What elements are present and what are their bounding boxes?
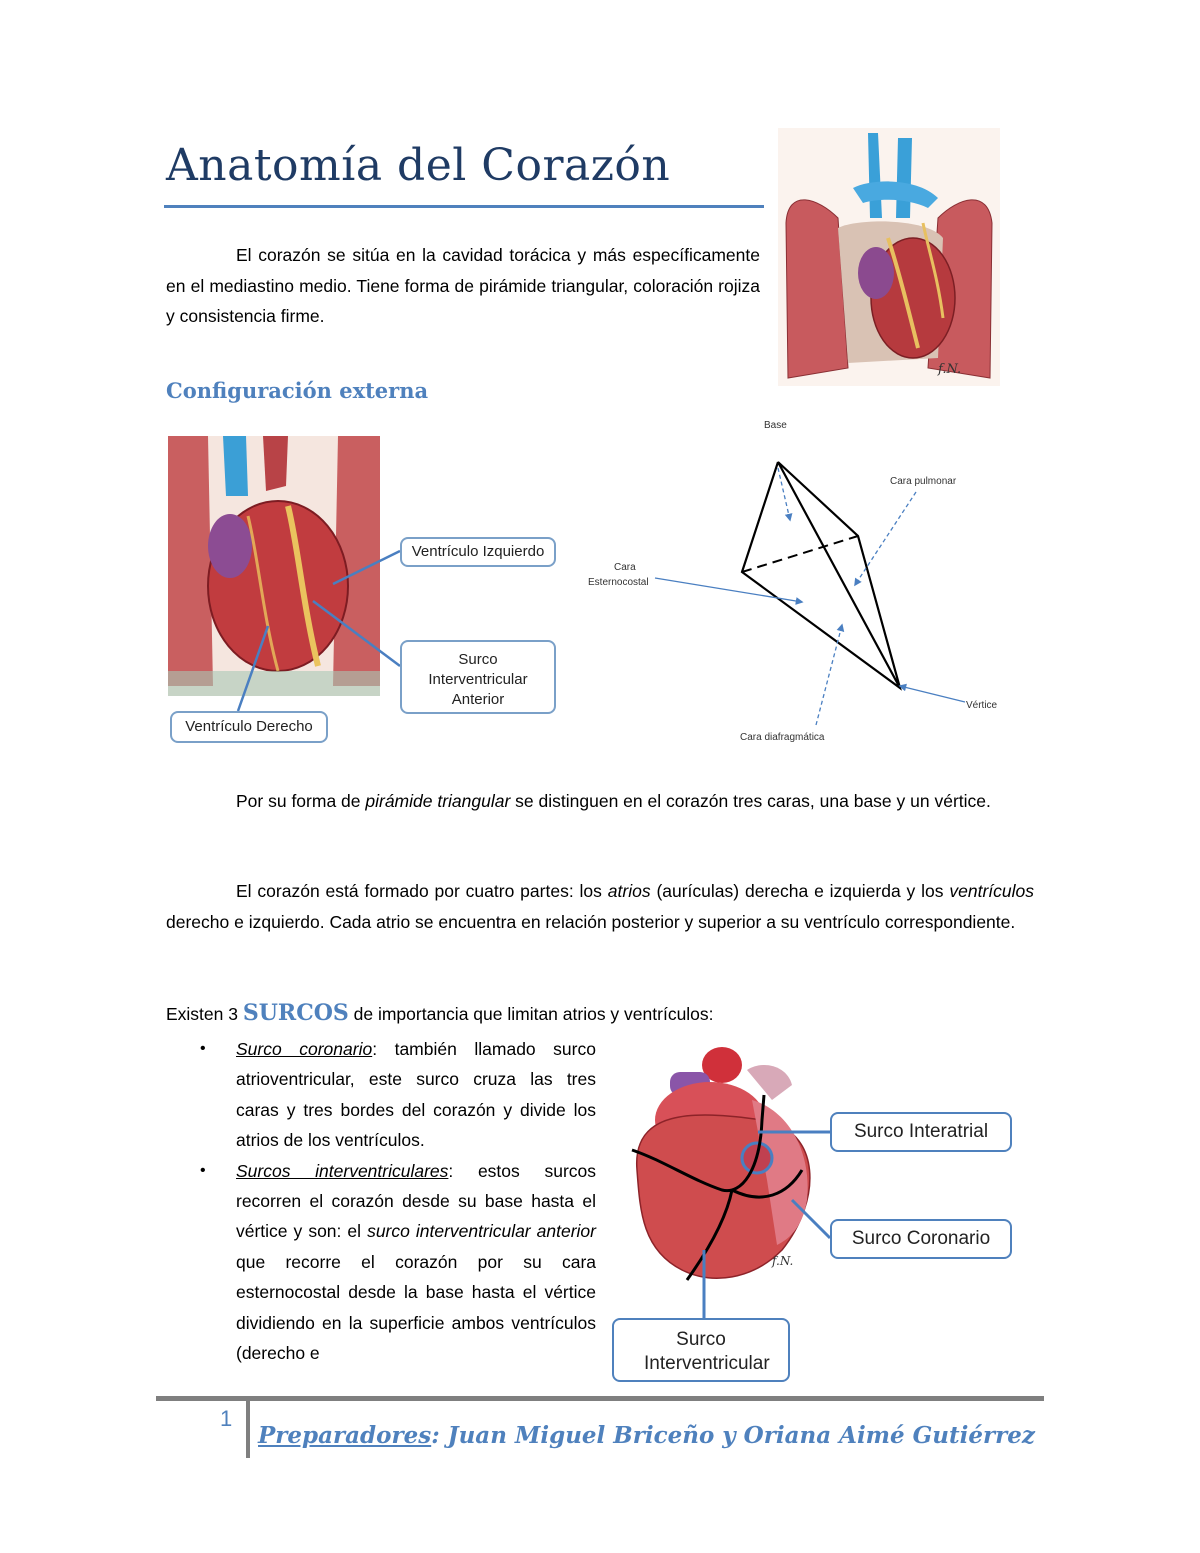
label-surco-interventricular-anterior: Surco Interventricular Anterior [400, 640, 556, 714]
title-underline [164, 205, 764, 208]
label-surco-interventricular: Surco Interventricular [612, 1318, 790, 1382]
surcos-intro: Existen 3 SURCOS de importancia que limitan atrios y ventrículos: [166, 1000, 714, 1026]
thorax-illustration [778, 128, 1000, 386]
paragraph-piramide: Por su forma de pirámide triangular se distinguen en el corazón tres caras, una base y un vértice. [236, 791, 991, 811]
svg-text:f.N.: f.N. [772, 1254, 794, 1268]
label-ventriculo-derecho: Ventrículo Derecho [170, 711, 328, 743]
section-heading: Configuración externa [166, 378, 429, 403]
page-number: 1 [220, 1406, 233, 1431]
pyramid-label-cara-pulmonar: Cara pulmonar [890, 476, 957, 487]
pyramid-edges [742, 462, 900, 688]
label-ventriculo-izquierdo: Ventrículo Izquierdo [400, 537, 556, 567]
figure1-pointers [168, 436, 408, 736]
pyramid-diagram [580, 410, 1020, 750]
pyramid-label-cara-esternocostal: Cara Esternocostal [588, 562, 649, 588]
pyramid-label-cara-diafragmatica: Cara diafragmática [740, 732, 825, 743]
label-surco-interatrial: Surco Interatrial [830, 1112, 1012, 1152]
paragraph-cavidades: El corazón está formado por cuatro partes: los atrios (aurículas) derecha e izquierda y los ventrículos derecho e izquierdo. Cada atrio se encuentra en relación posterior y superior a su ventrículo correspondiente. [166, 881, 1034, 932]
surcos-list [196, 1034, 596, 1368]
bullet-icon: • [200, 1161, 206, 1179]
label-surco-coronario: Surco Coronario [830, 1219, 1012, 1259]
bullet-icon: • [200, 1040, 206, 1057]
pyramid-label-vertice: Vértice [966, 700, 998, 711]
page-title: Anatomía del Corazón [166, 140, 671, 191]
footer-divider [156, 1396, 1044, 1401]
list-item: • Surcos interventriculares: estos surcos recorren el corazón desde su base hasta el vértice y son: el surco interventricular anterior que recorre el corazón por su cara esternocostal desde la base hasta el vértice dividiendo en la superficie ambos ventrículos (derecho e [196, 1156, 596, 1369]
list-item: • Surco coronario: también llamado surco atrioventricular, este surco cruza las tres caras y tres bordes del corazón y divide los atrios de los ventrículos. [196, 1034, 596, 1156]
pyramid-label-base: Base [764, 420, 787, 431]
intro-paragraph: El corazón se sitúa en la cavidad torácica y más específicamente en el mediastino medio. Tiene forma de pirámide triangular, coloración rojiza y consistencia firme. [166, 245, 760, 326]
svg-text:f.N.: f.N. [938, 362, 962, 377]
figure2-pointers [680, 1100, 840, 1330]
footer-vertical-divider [246, 1396, 250, 1458]
footer-authors: Preparadores: Juan Miguel Briceño y Oriana Aimé Gutiérrez [258, 1422, 1035, 1449]
pyramid-hidden-edge [742, 536, 858, 572]
